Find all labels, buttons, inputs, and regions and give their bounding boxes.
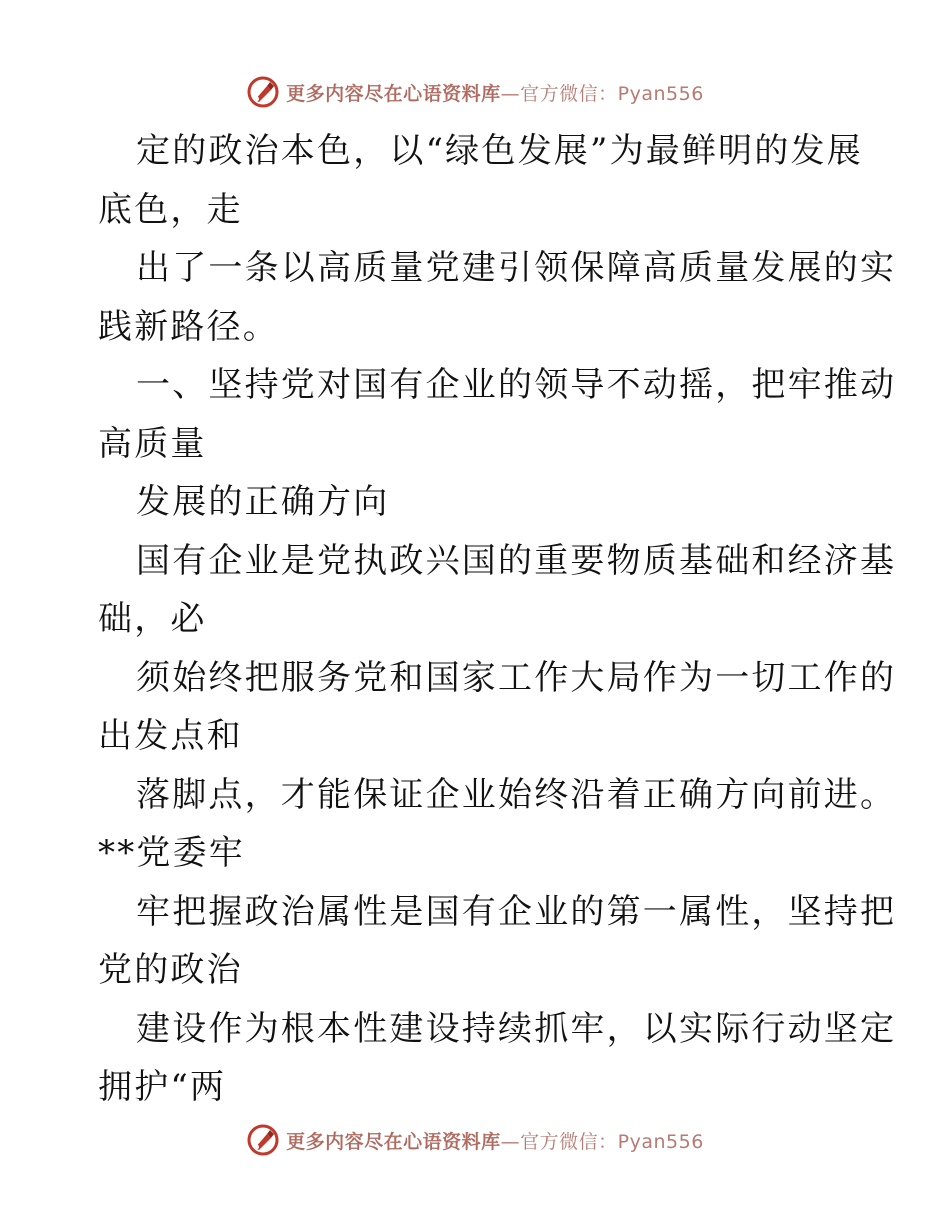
header-site-text: 更多内容尽在心语资料库 — [286, 82, 501, 105]
body-line: 发展的正确方向 — [136, 482, 390, 522]
footer-banner-text — [286, 1127, 704, 1154]
body-line: 国有企业是党执政兴国的重要物质基础和经济基 — [136, 540, 897, 581]
footer-separator: — — [500, 1130, 521, 1153]
body-line: 出了一条以高质量党建引领保障高质量发展的实 — [136, 248, 897, 288]
body-line: 底色，走 — [98, 189, 243, 230]
footer-contact-text: 官方微信：Pyan556 — [520, 1130, 704, 1153]
header-banner-text — [286, 79, 704, 106]
pen-logo-icon — [246, 75, 280, 109]
body-line: 拥护“两 — [98, 1067, 227, 1107]
body-line: **党委牢 — [98, 833, 245, 873]
pen-logo-icon — [246, 1123, 280, 1157]
footer-banner — [0, 1118, 950, 1162]
body-line: 党的政治 — [98, 950, 243, 990]
body-line: 出发点和 — [98, 716, 243, 756]
header-separator: — — [500, 82, 521, 105]
body-line: 践新路径。 — [98, 306, 279, 347]
body-line: 础，必 — [98, 599, 207, 639]
footer-site-text: 更多内容尽在心语资料库 — [286, 1130, 501, 1153]
header-banner — [0, 70, 950, 114]
document-body — [98, 122, 897, 1117]
body-line: 落脚点，才能保证企业始终沿着正确方向前进。 — [136, 774, 897, 815]
body-line: 须始终把服务党和国家工作大局作为一切工作的 — [136, 657, 897, 698]
body-line: 高质量 — [98, 423, 207, 464]
body-line: 牢把握政治属性是国有企业的第一属性，坚持把 — [136, 891, 897, 932]
body-line: 建设作为根本性建设持续抓牢，以实际行动坚定 — [136, 1008, 897, 1049]
header-contact-text: 官方微信：Pyan556 — [520, 82, 704, 105]
body-line: 一、坚持党对国有企业的领导不动摇，把牢推动 — [136, 365, 897, 405]
body-line: 定的政治本色，以“绿色发展”为最鲜明的发展 — [136, 131, 863, 171]
